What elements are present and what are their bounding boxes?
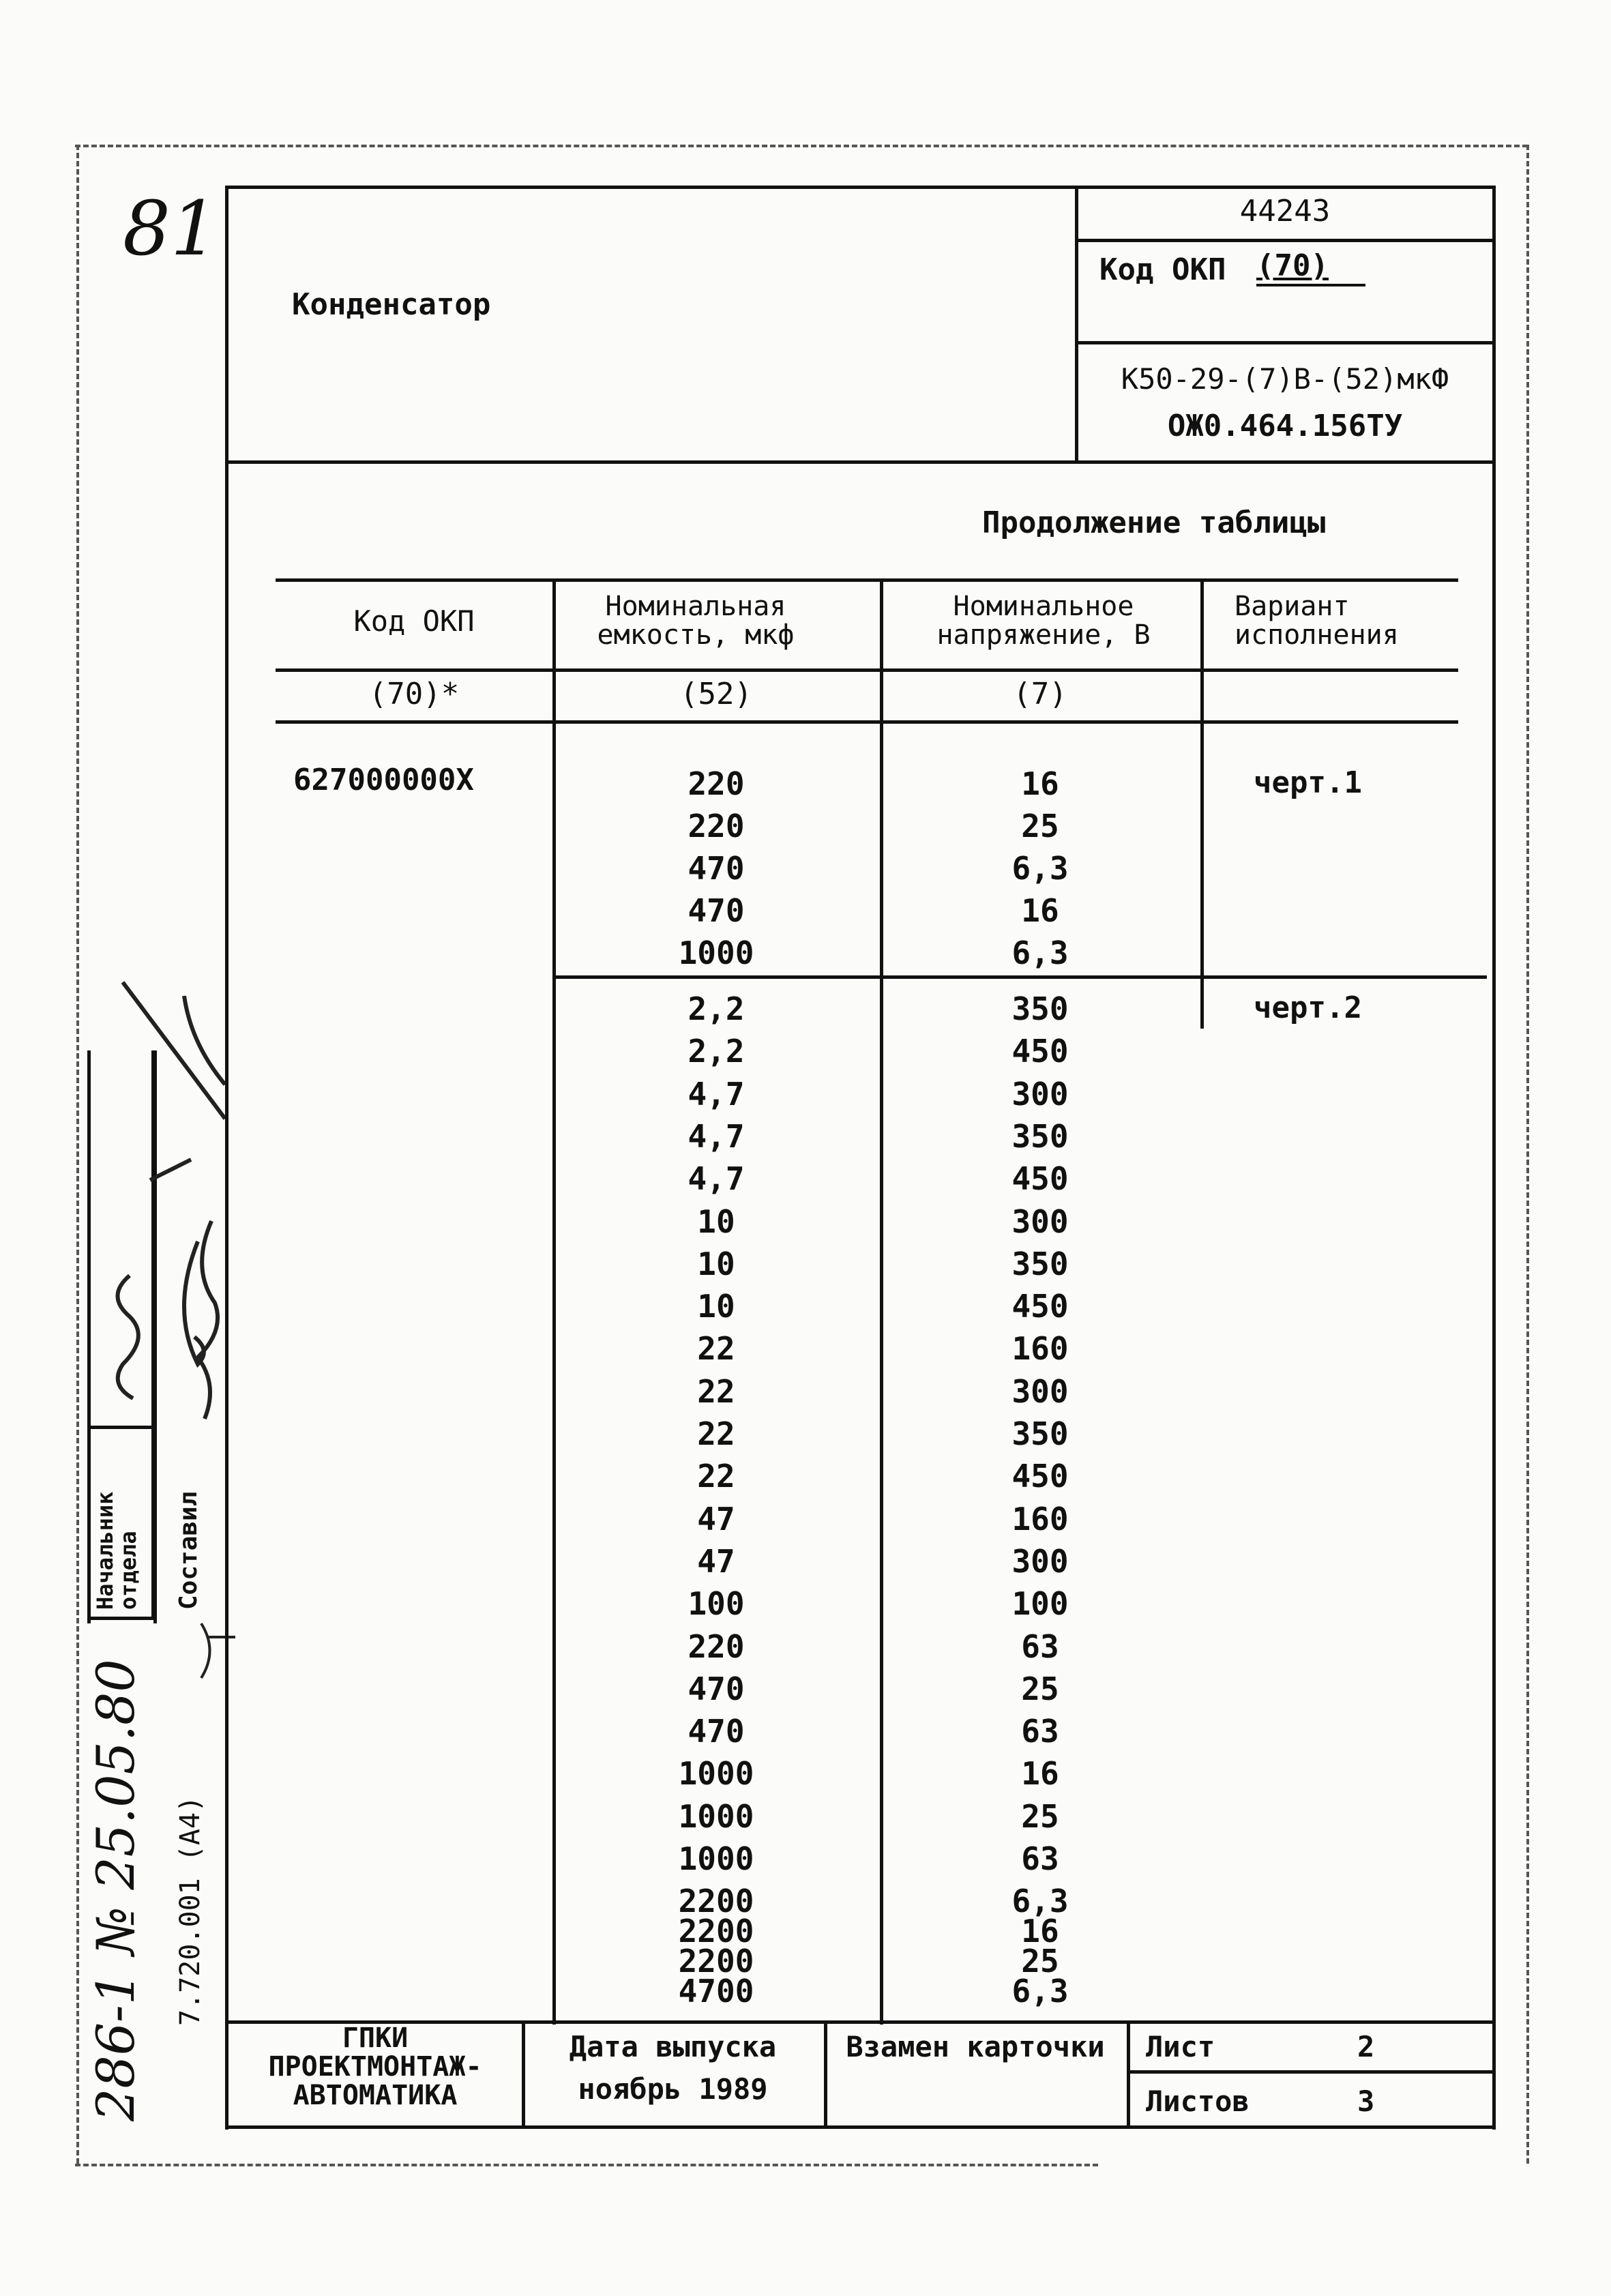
- group1-capacity-value: 1000: [678, 934, 754, 971]
- variant-group2: черт.2: [1254, 990, 1362, 1025]
- group2-capacity-value: 47: [697, 1542, 735, 1580]
- col-sep-3: [1200, 578, 1204, 1029]
- group2-voltage-value: 350: [1011, 1415, 1069, 1452]
- okp-underline: [1256, 284, 1365, 286]
- col-header-variant: Вариант исполнения: [1235, 591, 1399, 651]
- group2-capacity-value: 22: [697, 1458, 735, 1495]
- group2-voltage-value: 100: [1011, 1585, 1069, 1623]
- frame-left: [225, 186, 228, 2130]
- group2-capacity-value: 470: [688, 1713, 745, 1750]
- group2-voltage-value: 63: [1021, 1628, 1059, 1665]
- col-header-voltage: Номинальное напряжение, В: [936, 591, 1151, 651]
- sheet-value: 2: [1357, 2030, 1375, 2063]
- group2-voltage-value: 450: [1011, 1458, 1069, 1495]
- group2-voltage-value: 16: [1021, 1755, 1059, 1793]
- group2-voltage-value: 450: [1011, 1033, 1069, 1070]
- group1-capacity-value: 220: [688, 808, 745, 844]
- group1-voltage-value: 25: [1021, 808, 1059, 844]
- group2-voltage-value: 160: [1011, 1500, 1069, 1537]
- group2-voltage-value: 300: [1011, 1542, 1069, 1580]
- header-right-sep1: [1075, 239, 1495, 242]
- group1-voltage-value: 6,3: [1011, 934, 1069, 971]
- group1-capacity-value: 470: [688, 850, 745, 887]
- frame-right: [1492, 186, 1496, 2130]
- col-header-capacity: Номинальная емкость, мкф: [597, 591, 795, 651]
- group2-voltage-value: 160: [1011, 1330, 1069, 1368]
- head-label: Начальник отдела: [92, 1491, 141, 1610]
- product-title: Конденсатор: [292, 287, 491, 322]
- okp-value: (70): [1256, 248, 1329, 283]
- group2-capacity-value: 10: [697, 1203, 735, 1240]
- continuation-label: Продолжение таблицы: [982, 505, 1326, 540]
- spec-number: ОЖ0.464.156ТУ: [1167, 409, 1403, 443]
- okp-label: Код ОКП: [1099, 252, 1226, 287]
- group1-voltage-value: 16: [1021, 765, 1059, 802]
- group-separator: [552, 975, 1487, 979]
- group2-capacity-value: 4,7: [688, 1117, 745, 1155]
- group2-capacity-value: 1000: [678, 1840, 754, 1877]
- code-okp: (70)*: [368, 677, 460, 711]
- group2-capacity-value: 4,7: [688, 1075, 745, 1113]
- group2-voltage-value: 25: [1021, 1670, 1059, 1707]
- page-border-left: [76, 145, 79, 2164]
- group1-voltage-value: 16: [1021, 892, 1059, 929]
- group2-voltage-value: 63: [1021, 1713, 1059, 1750]
- footer-top: [225, 2020, 1495, 2024]
- page-number: 81: [123, 185, 218, 272]
- group2-capacity-value: 47: [697, 1500, 735, 1537]
- header-line-2: [276, 720, 1458, 724]
- footer-bottom: [225, 2125, 1495, 2129]
- group2-voltage-value: 350: [1011, 990, 1069, 1027]
- doc-number: 286-1 № 25.05.80: [85, 1659, 146, 2121]
- group1-voltage-value: 6,3: [1011, 850, 1069, 887]
- signature-head: [102, 1269, 157, 1405]
- group1-capacity-value: 470: [688, 892, 745, 929]
- group2-capacity-value: 1000: [678, 1755, 754, 1793]
- designation: К50-29-(7)В-(52)мкФ: [1121, 362, 1449, 396]
- group2-capacity-value: 100: [688, 1585, 745, 1623]
- footer-sheet-sep: [1127, 2070, 1495, 2074]
- sheets-value: 3: [1357, 2085, 1375, 2118]
- page-border-bottom: [75, 2164, 1098, 2166]
- org-line-3: АВТОМАТИКА: [293, 2080, 458, 2111]
- group2-capacity-value: 2200: [678, 1913, 754, 1950]
- group2-capacity-value: 2200: [678, 1883, 754, 1920]
- code-number: 44243: [1239, 194, 1331, 229]
- col-header-okp: Код ОКП: [353, 604, 475, 638]
- group2-voltage-value: 6,3: [1011, 1883, 1069, 1920]
- group2-capacity-value: 4,7: [688, 1160, 745, 1198]
- page-border-top: [75, 145, 1528, 147]
- page-border-right: [1526, 145, 1529, 2164]
- compiler-label: Составил: [175, 1491, 203, 1610]
- footer-sep-3: [1127, 2020, 1130, 2127]
- group2-capacity-value: 22: [697, 1372, 735, 1410]
- code-voltage: (7): [1013, 677, 1067, 711]
- org-line-1: ГПКИ: [342, 2022, 409, 2054]
- group2-capacity-value: 2,2: [688, 1033, 745, 1070]
- group2-voltage-value: 63: [1021, 1840, 1059, 1877]
- group2-capacity-value: 4700: [678, 1973, 754, 2010]
- sheets-label: Листов: [1146, 2085, 1250, 2118]
- group2-voltage-value: 300: [1011, 1075, 1069, 1113]
- group2-capacity-value: 2200: [678, 1943, 754, 1980]
- group2-capacity-value: 470: [688, 1670, 745, 1707]
- group2-voltage-value: 25: [1021, 1797, 1059, 1835]
- group2-capacity-value: 10: [697, 1288, 735, 1325]
- group2-voltage-value: 300: [1011, 1372, 1069, 1410]
- signature-compiler: [184, 1214, 239, 1432]
- header-line-1: [276, 668, 1458, 672]
- release-label: Дата выпуска: [569, 2030, 777, 2063]
- format-label: 7.720.001 (А4): [175, 1795, 206, 2026]
- group1-capacity-value: 220: [688, 765, 745, 802]
- group2-capacity-value: 22: [697, 1415, 735, 1452]
- sheet-label: Лист: [1146, 2030, 1215, 2063]
- group2-capacity-value: 220: [688, 1628, 745, 1665]
- release-date: ноябрь 1989: [578, 2072, 768, 2106]
- group2-voltage-value: 350: [1011, 1117, 1069, 1155]
- header-top: [225, 186, 1495, 189]
- group2-voltage-value: 25: [1021, 1943, 1059, 1980]
- header-bottom: [225, 460, 1495, 464]
- replaces-label: Взамен карточки: [846, 2030, 1105, 2063]
- group2-capacity-value: 1000: [678, 1797, 754, 1835]
- group2-voltage-value: 6,3: [1011, 1973, 1069, 2010]
- header-right-sep2: [1075, 341, 1495, 344]
- table-top: [276, 578, 1458, 582]
- group2-capacity-value: 10: [697, 1245, 735, 1282]
- code-capacity: (52): [680, 677, 752, 711]
- okp-code: 627000000Х: [293, 763, 474, 797]
- group2-voltage-value: 300: [1011, 1203, 1069, 1240]
- org-line-2: ПРОЕКТМОНТАЖ-: [268, 2051, 482, 2082]
- group2-voltage-value: 350: [1011, 1245, 1069, 1282]
- variant-group1: черт.1: [1254, 765, 1362, 800]
- group2-capacity-value: 22: [697, 1330, 735, 1368]
- group2-voltage-value: 16: [1021, 1913, 1059, 1950]
- group2-voltage-value: 450: [1011, 1288, 1069, 1325]
- group2-capacity-value: 2,2: [688, 990, 745, 1027]
- group2-voltage-value: 450: [1011, 1160, 1069, 1198]
